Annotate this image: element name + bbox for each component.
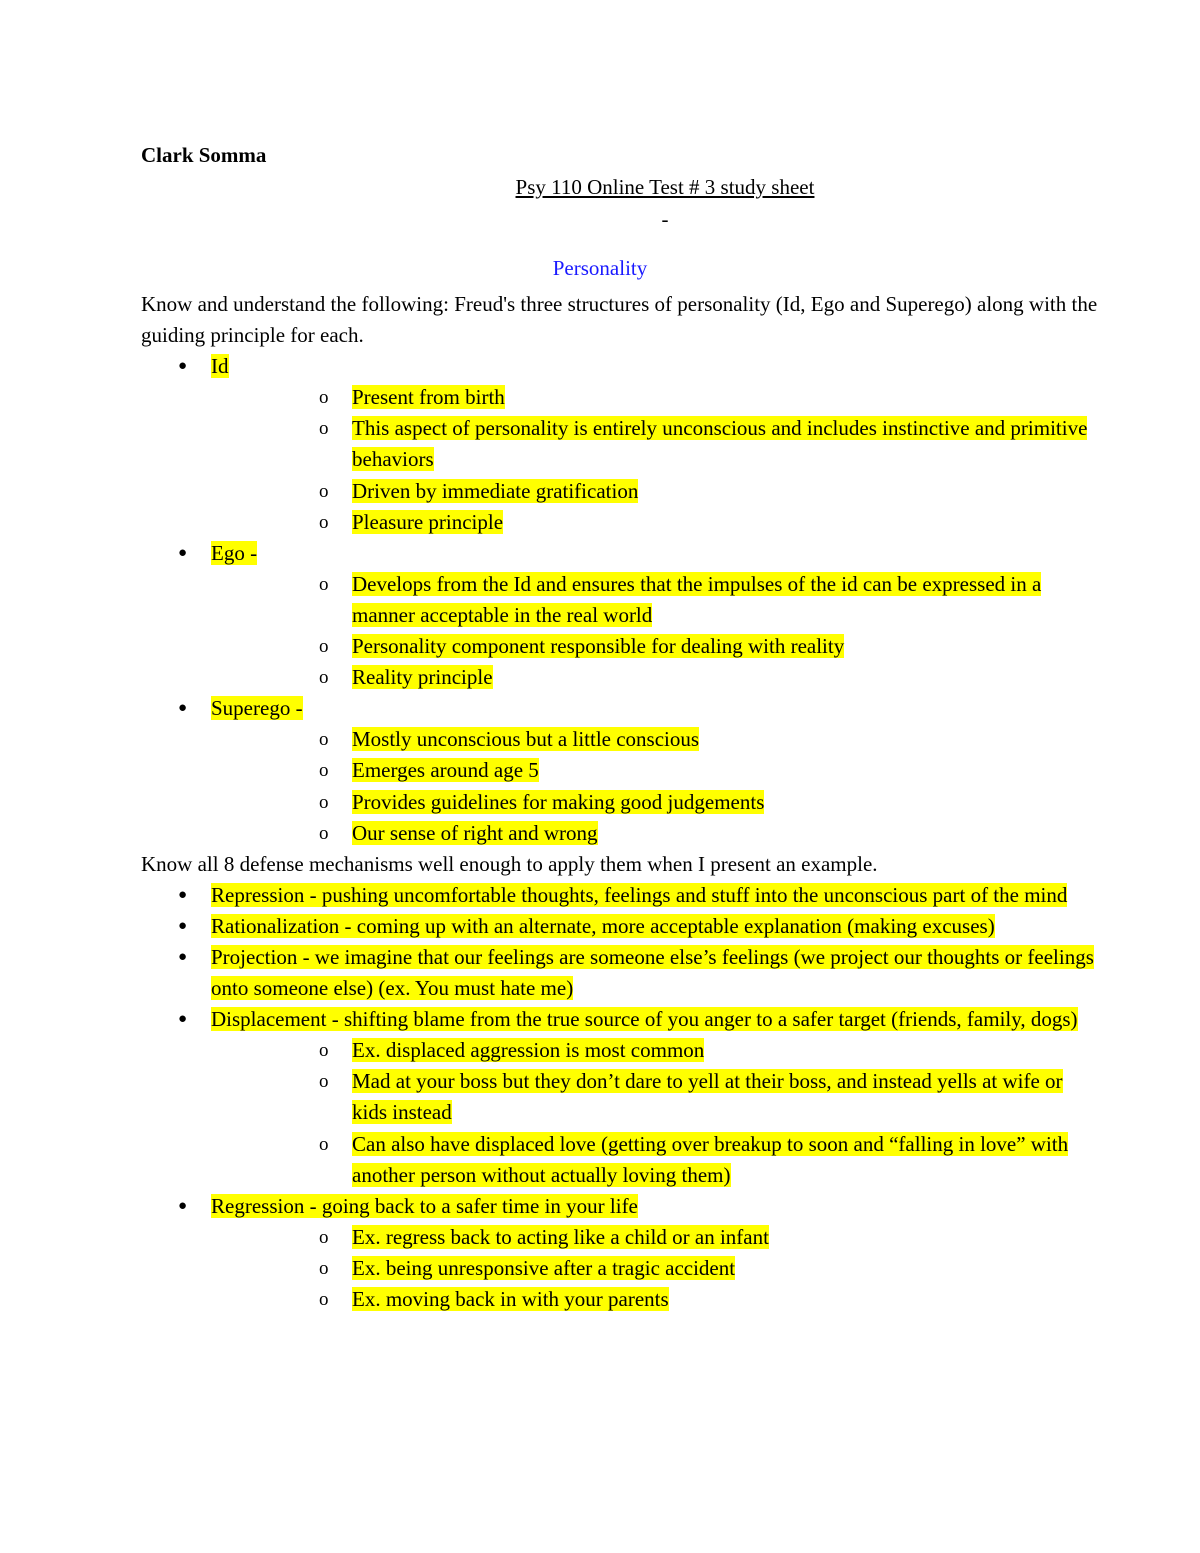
hollow-bullet-icon (319, 569, 329, 602)
defense-mechanism-label: Displacement - shifting blame from the true source of you anger to a safer target (friends, family, dogs) (211, 1007, 1078, 1032)
structure-label: Ego - (211, 540, 258, 565)
defense-list (141, 880, 1101, 1315)
structure-item (141, 693, 1101, 848)
structure-label: Superego - (211, 696, 303, 721)
defense-mechanism-subitem (211, 1066, 1101, 1128)
filled-bullet-icon (178, 351, 187, 382)
structure-subitem-text: Develops from the Id and ensures that the impulses of the id can be expressed in a manner acceptable in the real world (352, 571, 1042, 627)
structure-subitem (211, 787, 1101, 818)
structure-subitem (211, 507, 1101, 538)
filled-bullet-icon (178, 911, 187, 942)
filled-bullet-icon (178, 693, 187, 724)
defense-mechanism-subitem (211, 1284, 1101, 1315)
hollow-bullet-icon (319, 413, 329, 446)
structure-subitem (211, 476, 1101, 507)
defense-mechanism-subitem-text: Mad at your boss but they don’t dare to yell at their boss, and instead yells at wife or kids instead (352, 1069, 1063, 1125)
defense-mechanism-subitem-text: Ex. being unresponsive after a tragic accident (352, 1255, 736, 1280)
hollow-bullet-icon (319, 382, 329, 415)
structure-label: Id (211, 354, 229, 379)
intro-defense: Know all 8 defense mechanisms well enough to apply them when I present an example. (141, 851, 878, 876)
hollow-bullet-icon (319, 818, 329, 851)
hollow-bullet-icon (319, 662, 329, 695)
hollow-bullet-icon (319, 1284, 329, 1317)
author-name: Clark Somma (141, 143, 267, 167)
hollow-bullet-icon (319, 1253, 329, 1286)
document-title: Psy 110 Online Test # 3 study sheet (515, 175, 815, 199)
filled-bullet-icon (178, 1191, 187, 1222)
filled-bullet-icon (178, 880, 187, 911)
structure-item (141, 351, 1101, 538)
structure-subitem-text: Driven by immediate gratification (352, 478, 639, 503)
structure-subitem-text: Reality principle (352, 665, 493, 690)
defense-mechanism-label: Repression - pushing uncomfortable thoughts, feelings and stuff into the unconscious part of the mind (211, 882, 1068, 907)
hollow-bullet-icon (319, 476, 329, 509)
structure-subitem-text: Mostly unconscious but a little conscious (352, 727, 700, 752)
structure-subitem-text: Provides guidelines for making good judgements (352, 789, 765, 814)
structure-sublist (211, 382, 1101, 537)
structure-subitem-text: Pleasure principle (352, 509, 504, 534)
structures-list (141, 351, 1101, 849)
defense-mechanism-item (141, 880, 1101, 911)
filled-bullet-icon (178, 942, 187, 973)
defense-mechanism-subitem-text: Ex. displaced aggression is most common (352, 1038, 705, 1063)
hollow-bullet-icon (319, 507, 329, 540)
defense-mechanism-subitem (211, 1253, 1101, 1284)
defense-mechanism-item (141, 911, 1101, 942)
defense-mechanism-label: Regression - going back to a safer time in your life (211, 1193, 638, 1218)
structure-subitem (211, 569, 1101, 631)
structure-subitem (211, 413, 1101, 475)
structure-subitem-text: Personality component responsible for dealing with reality (352, 634, 845, 659)
structure-subitem (211, 724, 1101, 755)
filled-bullet-icon (178, 538, 187, 569)
structure-subitem-text: Present from birth (352, 385, 505, 410)
title-dash: - (661, 207, 669, 231)
structure-item (141, 538, 1101, 693)
hollow-bullet-icon (319, 1222, 329, 1255)
defense-mechanism-subitem-text: Ex. moving back in with your parents (352, 1287, 669, 1311)
defense-mechanism-item (141, 942, 1101, 1004)
defense-mechanism-label: Rationalization - coming up with an alternate, more acceptable explanation (making excuses) (211, 913, 995, 938)
section-title: Personality (552, 256, 648, 280)
defense-mechanism-subitem-text: Ex. regress back to acting like a child or an infant (352, 1224, 769, 1249)
hollow-bullet-icon (319, 1066, 329, 1099)
structure-subitem-text: This aspect of personality is entirely unconscious and includes instinctive and primitive behaviors (352, 416, 1088, 472)
defense-mechanism-item (141, 1004, 1101, 1191)
hollow-bullet-icon (319, 787, 329, 820)
intro-structures: Know and understand the following: Freud's three structures of personality (Id, Ego and Superego) along with the guiding principle for each. (141, 292, 1098, 348)
defense-mechanism-label: Projection - we imagine that our feelings are someone else’s feelings (we project our thoughts or feelings onto someone else) (ex. You must hate me) (211, 944, 1094, 1001)
hollow-bullet-icon (319, 755, 329, 788)
defense-mechanism-sublist (211, 1035, 1101, 1190)
structure-subitem (211, 818, 1101, 849)
defense-mechanism-subitem (211, 1222, 1101, 1253)
hollow-bullet-icon (319, 1035, 329, 1068)
defense-mechanism-subitem (211, 1035, 1101, 1066)
defense-mechanism-item (141, 1191, 1101, 1315)
hollow-bullet-icon (319, 1129, 329, 1162)
structure-subitem (211, 382, 1101, 413)
defense-mechanism-sublist (211, 1222, 1101, 1315)
filled-bullet-icon (178, 1004, 187, 1035)
structure-subitem-text: Emerges around age 5 (352, 758, 539, 783)
structure-subitem (211, 631, 1101, 662)
document-body (141, 289, 1101, 1315)
structure-subitem (211, 755, 1101, 786)
defense-mechanism-subitem-text: Can also have displaced love (getting over breakup to soon and “falling in love” with another person without actually loving them) (352, 1131, 1069, 1187)
hollow-bullet-icon (319, 631, 329, 664)
structure-sublist (211, 569, 1101, 693)
hollow-bullet-icon (319, 724, 329, 757)
structure-subitem (211, 662, 1101, 693)
defense-mechanism-subitem (211, 1129, 1101, 1191)
structure-sublist (211, 724, 1101, 848)
structure-subitem-text: Our sense of right and wrong (352, 820, 598, 845)
